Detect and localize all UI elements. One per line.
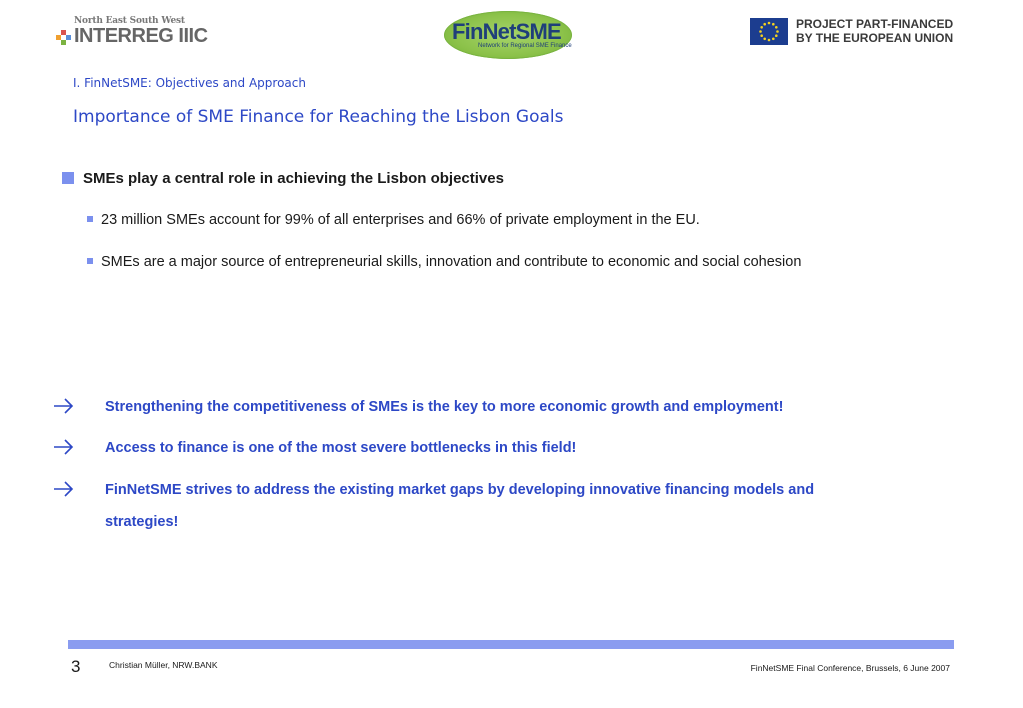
section-heading: I. FinNetSME: Objectives and Approach <box>73 76 306 90</box>
right-arrow-icon <box>52 479 76 504</box>
small-square-bullet-icon <box>87 216 93 222</box>
conclusion-2: Access to finance is one of the most severe bottlenecks in this field! <box>105 440 577 456</box>
interreg-title: INTERREG IIIC <box>74 25 208 47</box>
eu-line-2: BY THE EUROPEAN UNION <box>796 31 954 45</box>
interreg-mark-icon <box>56 30 72 46</box>
finnetsme-logo <box>444 11 572 59</box>
sub-bullet: SMEs are a major source of entrepreneurial skills, innovation and contribute to economic and social cohesion <box>101 254 802 270</box>
finnetsme-logo-name: FinNetSME <box>452 19 561 44</box>
eu-flag-icon <box>750 18 788 45</box>
square-bullet-icon <box>62 172 74 184</box>
eu-logo-text <box>796 17 953 45</box>
finnetsme-logo-tagline: Network for Regional SME Finance <box>478 43 572 49</box>
sub-bullet: 23 million SMEs account for 99% of all enterprises and 66% of private employment in the EU. <box>101 212 700 228</box>
conclusion-3-continued: strategies! <box>105 514 179 530</box>
conclusion-3: FinNetSME strives to address the existing market gaps by developing innovative financing models and <box>105 482 815 498</box>
slide-title: Importance of SME Finance for Reaching the Lisbon Goals <box>73 107 564 127</box>
eu-line-1: PROJECT PART-FINANCED <box>796 17 954 31</box>
footer-author: Christian Müller, NRW.BANK <box>109 660 218 670</box>
main-bullet: SMEs play a central role in achieving the Lisbon objectives <box>83 170 504 187</box>
footer-event: FinNetSME Final Conference, Brussels, 6 June 2007 <box>750 663 950 673</box>
right-arrow-icon <box>52 437 76 462</box>
conclusion-1: Strengthening the competitiveness of SMEs is the key to more economic growth and employment! <box>105 399 784 415</box>
right-arrow-icon <box>52 396 76 421</box>
page-number: 3 <box>71 657 81 676</box>
interreg-subtitle: North East South West <box>74 16 185 26</box>
eu-logo <box>750 17 960 49</box>
footer-bar <box>68 640 954 649</box>
interreg-logo <box>56 16 216 50</box>
small-square-bullet-icon <box>87 258 93 264</box>
